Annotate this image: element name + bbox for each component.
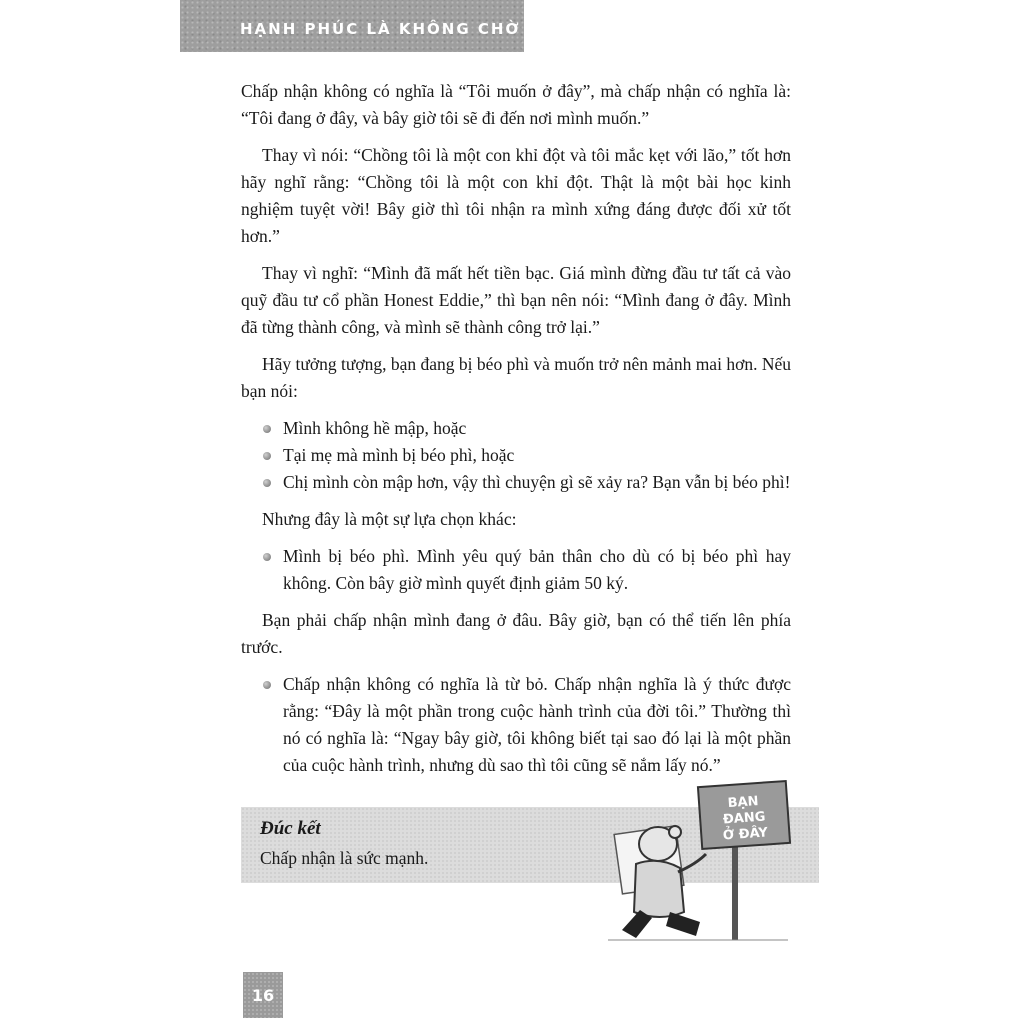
paragraph-4: Hãy tưởng tượng, bạn đang bị béo phì và muốn trở nên mảnh mai hơn. Nếu bạn nói:: [241, 354, 791, 401]
bullet-list-3: [241, 671, 791, 779]
character-leg-right: [666, 912, 700, 936]
cartoon-illustration: [588, 772, 818, 947]
bullet-icon: [263, 479, 271, 487]
list-item: Mình bị béo phì. Mình yêu quý bản thân cho dù có bị béo phì hay không. Còn bây giờ mình quyết định giảm 50 ký.: [283, 543, 791, 597]
bullet-list-1: [241, 415, 791, 496]
page-number: 16: [243, 972, 283, 1018]
bullet-list-2: [241, 543, 791, 597]
list-item: Tại mẹ mà mình bị béo phì, hoặc: [283, 442, 791, 469]
character-body: [634, 861, 684, 917]
sign-text-line3: Ở ĐÂY: [722, 825, 769, 844]
list-item: Chị mình còn mập hơn, vậy thì chuyện gì sẽ xảy ra? Bạn vẫn bị béo phì!: [283, 469, 791, 496]
bullet-icon: [263, 425, 271, 433]
paragraph-6: Bạn phải chấp nhận mình đang ở đâu. Bây giờ, bạn có thể tiến lên phía trước.: [241, 610, 791, 657]
bullet-icon: [263, 553, 271, 561]
character-arm: [678, 854, 706, 872]
lesson-text: Chấp nhận là sức mạnh.: [260, 848, 429, 868]
bullet-icon: [263, 681, 271, 689]
sign-text-line2: ĐANG: [722, 809, 766, 828]
paragraph-5: Nhưng đây là một sự lựa chọn khác:: [262, 509, 517, 529]
bullet-icon: [263, 452, 271, 460]
paragraph-1: Chấp nhận không có nghĩa là “Tôi muốn ở đây”, mà chấp nhận có nghĩa là: “Tôi đang ở đây, và bây giờ tôi sẽ đi đến nơi mình muốn.”: [241, 81, 791, 128]
character-ear: [669, 826, 681, 838]
lesson-title: Đúc kết: [260, 818, 321, 839]
paragraph-3: Thay vì nghĩ: “Mình đã mất hết tiền bạc. Giá mình đừng đầu tư tất cả vào quỹ đầu tư cổ phần Honest Eddie,” thì bạn nên nói: “Mình đang ở đây. Mình đã từng thành công, và mình sẽ thành công trở lại.”: [241, 263, 791, 337]
paragraph-2: Thay vì nói: “Chồng tôi là một con khỉ đột và tôi mắc kẹt với lão,” tốt hơn hãy nghĩ rằng: “Chồng tôi là một con khỉ đột. Thật là một bài học kinh nghiệm tuyệt vời! Bây giờ thì tôi nhận ra mình xứng đáng được đối xử tốt hơn.”: [241, 145, 791, 246]
running-header-title: HẠNH PHÚC LÀ KHÔNG CHỜ ĐỢI: [240, 20, 565, 38]
list-item: Chấp nhận không có nghĩa là từ bỏ. Chấp nhận nghĩa là ý thức được rằng: “Đây là một phần trong cuộc hành trình của đời tôi.” Thường thì nó có nghĩa là: “Ngay bây giờ, tôi không biết tại sao đó lại là một phần của cuộc hành trình, nhưng dù sao thì tôi cũng sẽ nắm lấy nó.”: [283, 671, 791, 779]
sign-text-line1: BẠN: [727, 793, 760, 812]
main-text: [241, 78, 791, 789]
list-item: Mình không hề mập, hoặc: [283, 415, 791, 442]
